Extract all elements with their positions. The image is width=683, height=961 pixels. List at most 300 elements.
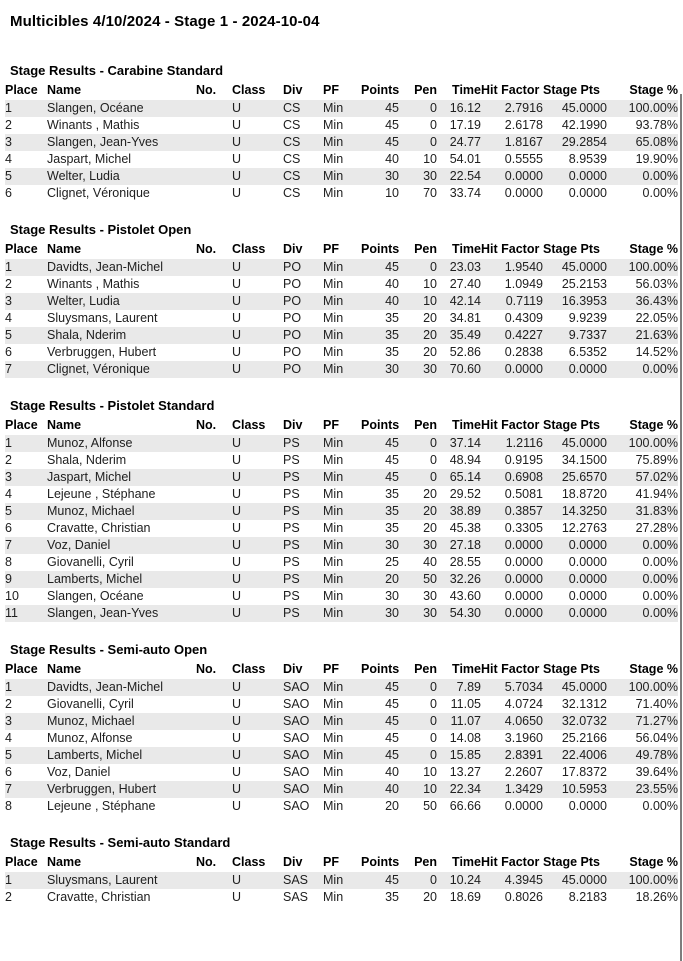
cell-no <box>196 503 232 520</box>
cell-name: Slangen, Océane <box>47 101 144 115</box>
cell-no <box>196 889 232 906</box>
cell-div: SAO <box>283 782 310 796</box>
cell-stage_pts: 9.7337 <box>568 328 607 342</box>
cell-hit_factor: 0.8026 <box>504 890 543 904</box>
cell-class: U <box>232 260 242 274</box>
cell-stage_pct: 36.43% <box>635 294 678 308</box>
table-row <box>5 588 678 605</box>
cell-div: SAO <box>283 765 310 779</box>
cell-class: U <box>232 453 242 467</box>
cell-pen: 30 <box>423 606 437 620</box>
results-table <box>5 661 678 815</box>
cell-class: U <box>232 118 242 132</box>
cell-points: 45 <box>385 260 399 274</box>
cell-pen: 30 <box>423 362 437 376</box>
cell-pf: Min <box>323 328 344 342</box>
cell-stage_pts: 6.5352 <box>568 345 607 359</box>
cell-points: 30 <box>385 169 399 183</box>
table-row <box>5 713 678 730</box>
cell-points: 45 <box>385 680 399 694</box>
cell-place: 1 <box>5 436 12 450</box>
cell-hit_factor: 4.0724 <box>504 697 543 711</box>
cell-pf: Min <box>323 765 344 779</box>
cell-no <box>196 117 232 134</box>
cell-pen: 0 <box>430 731 437 745</box>
cell-no <box>196 452 232 469</box>
column-header-pen: Pen <box>414 662 437 676</box>
cell-pen: 0 <box>430 453 437 467</box>
cell-no <box>196 276 232 293</box>
cell-class: U <box>232 277 242 291</box>
cell-name: Jaspart, Michel <box>47 470 132 484</box>
cell-time: 11.07 <box>450 714 481 728</box>
cell-pf: Min <box>323 345 344 359</box>
cell-stage_pct: 71.40% <box>635 697 678 711</box>
cell-div: PS <box>283 538 300 552</box>
column-header-name: Name <box>47 855 82 869</box>
stage-results-section <box>5 642 678 815</box>
cell-time: 23.03 <box>449 260 481 274</box>
column-header-pen: Pen <box>414 242 437 256</box>
cell-pf: Min <box>323 277 344 291</box>
cell-div: PO <box>283 345 302 359</box>
cell-pen: 10 <box>423 765 437 779</box>
column-header-place: Place <box>5 855 38 869</box>
column-header-hit_factor: Hit Factor <box>481 662 540 676</box>
cell-place: 4 <box>5 487 12 501</box>
cell-name: Slangen, Océane <box>47 589 144 603</box>
cell-pen: 0 <box>430 118 437 132</box>
cell-name: Shala, Nderim <box>47 453 127 467</box>
cell-points: 40 <box>385 294 399 308</box>
cell-points: 35 <box>385 328 399 342</box>
cell-pf: Min <box>323 311 344 325</box>
cell-points: 40 <box>385 765 399 779</box>
cell-hit_factor: 1.0949 <box>504 277 543 291</box>
cell-points: 40 <box>385 277 399 291</box>
cell-no <box>196 747 232 764</box>
cell-stage_pts: 0.0000 <box>568 589 607 603</box>
cell-stage_pct: 100.00% <box>628 101 678 115</box>
cell-pen: 0 <box>430 697 437 711</box>
cell-pf: Min <box>323 890 344 904</box>
cell-stage_pct: 0.00% <box>642 362 678 376</box>
cell-stage_pct: 0.00% <box>642 572 678 586</box>
cell-place: 7 <box>5 782 12 796</box>
table-row <box>5 696 678 713</box>
cell-div: PS <box>283 521 300 535</box>
cell-stage_pts: 25.6570 <box>561 470 607 484</box>
cell-class: U <box>232 606 242 620</box>
cell-no <box>196 872 232 889</box>
cell-no <box>196 310 232 327</box>
cell-stage_pts: 29.2854 <box>561 135 607 149</box>
cell-name: Davidts, Jean-Michel <box>47 260 164 274</box>
cell-no <box>196 713 232 730</box>
cell-pen: 0 <box>430 135 437 149</box>
cell-points: 35 <box>385 345 399 359</box>
cell-time: 29.52 <box>449 487 481 501</box>
cell-stage_pts: 25.2166 <box>561 731 607 745</box>
column-header-name: Name <box>47 418 82 432</box>
cell-class: U <box>232 504 242 518</box>
results-table <box>5 854 678 906</box>
column-header-stage_pct: Stage % <box>629 855 678 869</box>
cell-name: Clignet, Véronique <box>47 362 150 376</box>
cell-stage_pts: 0.0000 <box>568 186 607 200</box>
table-row <box>5 259 678 276</box>
column-header-pf: PF <box>323 855 339 869</box>
cell-name: Giovanelli, Cyril <box>47 555 134 569</box>
section-title: Stage Results - Pistolet Open <box>10 222 192 237</box>
cell-name: Welter, Ludia <box>47 169 120 183</box>
cell-time: 48.94 <box>449 453 481 467</box>
column-header-name: Name <box>47 83 82 97</box>
cell-div: CS <box>283 118 301 132</box>
cell-no <box>196 185 232 202</box>
cell-class: U <box>232 782 242 796</box>
cell-hit_factor: 0.5555 <box>504 152 543 166</box>
column-header-no: No. <box>196 83 217 97</box>
cell-pf: Min <box>323 714 344 728</box>
cell-name: Giovanelli, Cyril <box>47 697 134 711</box>
cell-place: 7 <box>5 538 12 552</box>
table-row <box>5 679 678 696</box>
table-row <box>5 764 678 781</box>
cell-place: 6 <box>5 765 12 779</box>
cell-pf: Min <box>323 521 344 535</box>
cell-time: 42.14 <box>449 294 481 308</box>
cell-div: PS <box>283 589 300 603</box>
cell-name: Munoz, Michael <box>47 714 135 728</box>
cell-class: U <box>232 697 242 711</box>
cell-hit_factor: 0.4309 <box>504 311 543 325</box>
table-row <box>5 730 678 747</box>
cell-no <box>196 605 232 622</box>
cell-div: PO <box>283 260 302 274</box>
cell-no <box>196 696 232 713</box>
cell-stage_pct: 0.00% <box>642 606 678 620</box>
cell-class: U <box>232 436 242 450</box>
cell-class: U <box>232 873 242 887</box>
cell-no <box>196 764 232 781</box>
cell-class: U <box>232 186 242 200</box>
cell-place: 1 <box>5 680 12 694</box>
table-body <box>5 872 678 906</box>
cell-hit_factor: 0.6908 <box>504 470 543 484</box>
cell-hit_factor: 0.0000 <box>504 572 543 586</box>
cell-stage_pct: 57.02% <box>635 470 678 484</box>
cell-no <box>196 588 232 605</box>
cell-pen: 0 <box>430 470 437 484</box>
cell-stage_pct: 21.63% <box>635 328 678 342</box>
column-header-place: Place <box>5 418 38 432</box>
cell-pf: Min <box>323 294 344 308</box>
cell-name: Lamberts, Michel <box>47 572 143 586</box>
cell-pen: 0 <box>430 748 437 762</box>
column-header-stage_pts: Stage Pts <box>543 83 600 97</box>
table-row <box>5 469 678 486</box>
results-table <box>5 82 678 202</box>
cell-pf: Min <box>323 799 344 813</box>
cell-stage_pct: 75.89% <box>635 453 678 467</box>
column-header-div: Div <box>283 855 303 869</box>
cell-stage_pct: 0.00% <box>642 169 678 183</box>
cell-stage_pct: 71.27% <box>635 714 678 728</box>
cell-points: 45 <box>385 453 399 467</box>
cell-place: 11 <box>5 606 18 620</box>
column-header-name: Name <box>47 662 82 676</box>
cell-place: 9 <box>5 572 12 586</box>
column-header-hit_factor: Hit Factor <box>481 855 540 869</box>
table-body <box>5 679 678 815</box>
cell-time: 52.86 <box>449 345 481 359</box>
cell-points: 30 <box>385 606 399 620</box>
stage-results-list <box>0 63 683 906</box>
header-row <box>5 661 678 679</box>
cell-stage_pct: 100.00% <box>628 873 678 887</box>
cell-class: U <box>232 890 242 904</box>
cell-points: 45 <box>385 714 399 728</box>
cell-place: 3 <box>5 714 12 728</box>
cell-pf: Min <box>323 152 344 166</box>
cell-pf: Min <box>323 453 344 467</box>
column-header-pf: PF <box>323 242 339 256</box>
cell-pen: 10 <box>423 277 437 291</box>
cell-div: CS <box>283 186 301 200</box>
cell-stage_pts: 22.4006 <box>561 748 607 762</box>
cell-stage_pct: 100.00% <box>628 260 678 274</box>
section-title: Stage Results - Semi-auto Open <box>10 642 208 657</box>
cell-time: 22.34 <box>449 782 481 796</box>
cell-hit_factor: 0.3305 <box>504 521 543 535</box>
cell-time: 34.81 <box>449 311 481 325</box>
cell-hit_factor: 3.1960 <box>504 731 543 745</box>
cell-place: 3 <box>5 135 12 149</box>
cell-div: PS <box>283 470 300 484</box>
table-row <box>5 435 678 452</box>
cell-stage_pts: 14.3250 <box>561 504 607 518</box>
cell-pen: 20 <box>423 504 437 518</box>
column-header-class: Class <box>232 418 266 432</box>
cell-stage_pts: 0.0000 <box>568 606 607 620</box>
cell-name: Lamberts, Michel <box>47 748 143 762</box>
cell-place: 3 <box>5 294 12 308</box>
cell-place: 2 <box>5 277 12 291</box>
cell-place: 2 <box>5 118 12 132</box>
cell-time: 28.55 <box>449 555 481 569</box>
column-header-pf: PF <box>323 662 339 676</box>
cell-pen: 10 <box>423 152 437 166</box>
cell-stage_pct: 100.00% <box>628 436 678 450</box>
cell-stage_pts: 25.2153 <box>561 277 607 291</box>
cell-hit_factor: 0.3857 <box>504 504 543 518</box>
stage-results-section <box>5 222 678 378</box>
table-row <box>5 571 678 588</box>
cell-no <box>196 361 232 378</box>
cell-time: 14.08 <box>449 731 481 745</box>
cell-hit_factor: 1.8167 <box>504 135 543 149</box>
cell-div: PS <box>283 555 300 569</box>
cell-name: Jaspart, Michel <box>47 152 132 166</box>
cell-stage_pts: 12.2763 <box>561 521 607 535</box>
cell-stage_pts: 45.0000 <box>561 436 607 450</box>
cell-time: 22.54 <box>449 169 481 183</box>
cell-pen: 0 <box>430 260 437 274</box>
cell-div: PS <box>283 606 300 620</box>
cell-class: U <box>232 799 242 813</box>
cell-time: 65.14 <box>449 470 481 484</box>
column-header-class: Class <box>232 242 266 256</box>
cell-points: 35 <box>385 487 399 501</box>
cell-pf: Min <box>323 589 344 603</box>
cell-div: PS <box>283 453 300 467</box>
cell-stage_pct: 93.78% <box>635 118 678 132</box>
table-body <box>5 259 678 378</box>
cell-div: SAO <box>283 714 310 728</box>
cell-points: 45 <box>385 135 399 149</box>
cell-hit_factor: 0.9195 <box>504 453 543 467</box>
cell-class: U <box>232 101 242 115</box>
column-header-stage_pct: Stage % <box>629 662 678 676</box>
cell-pf: Min <box>323 260 344 274</box>
cell-place: 1 <box>5 260 12 274</box>
cell-points: 45 <box>385 873 399 887</box>
cell-stage_pct: 23.55% <box>635 782 678 796</box>
column-header-pf: PF <box>323 418 339 432</box>
table-row <box>5 798 678 815</box>
cell-stage_pct: 0.00% <box>642 589 678 603</box>
cell-div: SAO <box>283 731 310 745</box>
column-header-stage_pct: Stage % <box>629 242 678 256</box>
cell-place: 5 <box>5 504 12 518</box>
cell-stage_pts: 45.0000 <box>561 680 607 694</box>
cell-class: U <box>232 521 242 535</box>
table-row <box>5 117 678 134</box>
cell-no <box>196 435 232 452</box>
column-header-no: No. <box>196 242 217 256</box>
cell-time: 35.49 <box>449 328 481 342</box>
table-row <box>5 327 678 344</box>
cell-time: 13.27 <box>449 765 481 779</box>
cell-hit_factor: 2.7916 <box>504 101 543 115</box>
cell-name: Winants , Mathis <box>47 118 140 132</box>
cell-pf: Min <box>323 135 344 149</box>
table-body <box>5 100 678 202</box>
cell-place: 4 <box>5 152 12 166</box>
cell-pf: Min <box>323 118 344 132</box>
column-header-stage_pts: Stage Pts <box>543 662 600 676</box>
cell-name: Cravatte, Christian <box>47 521 151 535</box>
cell-time: 43.60 <box>449 589 481 603</box>
cell-name: Clignet, Véronique <box>47 186 150 200</box>
cell-stage_pts: 9.9239 <box>568 311 607 325</box>
cell-stage_pct: 22.05% <box>635 311 678 325</box>
cell-class: U <box>232 345 242 359</box>
cell-name: Verbruggen, Hubert <box>47 345 157 359</box>
results-table <box>5 241 678 378</box>
column-header-place: Place <box>5 662 38 676</box>
column-header-stage_pts: Stage Pts <box>543 855 600 869</box>
cell-hit_factor: 0.5081 <box>504 487 543 501</box>
cell-class: U <box>232 135 242 149</box>
column-header-place: Place <box>5 83 38 97</box>
column-header-pen: Pen <box>414 83 437 97</box>
cell-points: 45 <box>385 101 399 115</box>
cell-time: 18.69 <box>449 890 481 904</box>
cell-no <box>196 293 232 310</box>
cell-hit_factor: 2.6178 <box>504 118 543 132</box>
cell-place: 7 <box>5 362 12 376</box>
column-header-no: No. <box>196 662 217 676</box>
cell-time: 16.12 <box>449 101 481 115</box>
cell-pf: Min <box>323 731 344 745</box>
cell-place: 3 <box>5 470 12 484</box>
cell-time: 37.14 <box>449 436 481 450</box>
table-row <box>5 151 678 168</box>
column-header-place: Place <box>5 242 38 256</box>
column-header-class: Class <box>232 83 266 97</box>
cell-div: SAO <box>283 748 310 762</box>
column-header-points: Points <box>361 662 399 676</box>
table-row <box>5 537 678 554</box>
cell-stage_pct: 0.00% <box>642 799 678 813</box>
cell-hit_factor: 0.0000 <box>504 538 543 552</box>
cell-points: 35 <box>385 504 399 518</box>
cell-pf: Min <box>323 169 344 183</box>
cell-pf: Min <box>323 572 344 586</box>
cell-pen: 0 <box>430 101 437 115</box>
cell-hit_factor: 0.0000 <box>504 555 543 569</box>
cell-stage_pts: 8.9539 <box>568 152 607 166</box>
cell-div: PS <box>283 572 300 586</box>
cell-place: 5 <box>5 328 12 342</box>
cell-place: 6 <box>5 521 12 535</box>
cell-hit_factor: 0.0000 <box>504 186 543 200</box>
table-row <box>5 185 678 202</box>
cell-pf: Min <box>323 606 344 620</box>
column-header-div: Div <box>283 242 303 256</box>
cell-class: U <box>232 294 242 308</box>
cell-name: Slangen, Jean-Yves <box>47 135 159 149</box>
cell-stage_pct: 65.08% <box>635 135 678 149</box>
cell-time: 54.01 <box>449 152 481 166</box>
cell-points: 35 <box>385 521 399 535</box>
cell-points: 40 <box>385 152 399 166</box>
cell-pf: Min <box>323 436 344 450</box>
table-row <box>5 486 678 503</box>
cell-no <box>196 327 232 344</box>
cell-stage_pct: 18.26% <box>635 890 678 904</box>
cell-stage_pts: 34.1500 <box>561 453 607 467</box>
cell-name: Cravatte, Christian <box>47 890 151 904</box>
cell-place: 4 <box>5 311 12 325</box>
cell-time: 54.30 <box>449 606 481 620</box>
cell-hit_factor: 2.8391 <box>504 748 543 762</box>
cell-points: 35 <box>385 311 399 325</box>
cell-div: PS <box>283 487 300 501</box>
table-row <box>5 452 678 469</box>
cell-div: PS <box>283 504 300 518</box>
cell-stage_pct: 49.78% <box>635 748 678 762</box>
cell-time: 24.77 <box>449 135 481 149</box>
table-row <box>5 276 678 293</box>
cell-no <box>196 798 232 815</box>
cell-stage_pts: 18.8720 <box>561 487 607 501</box>
cell-div: PO <box>283 294 302 308</box>
cell-hit_factor: 0.0000 <box>504 362 543 376</box>
cell-place: 10 <box>5 589 19 603</box>
